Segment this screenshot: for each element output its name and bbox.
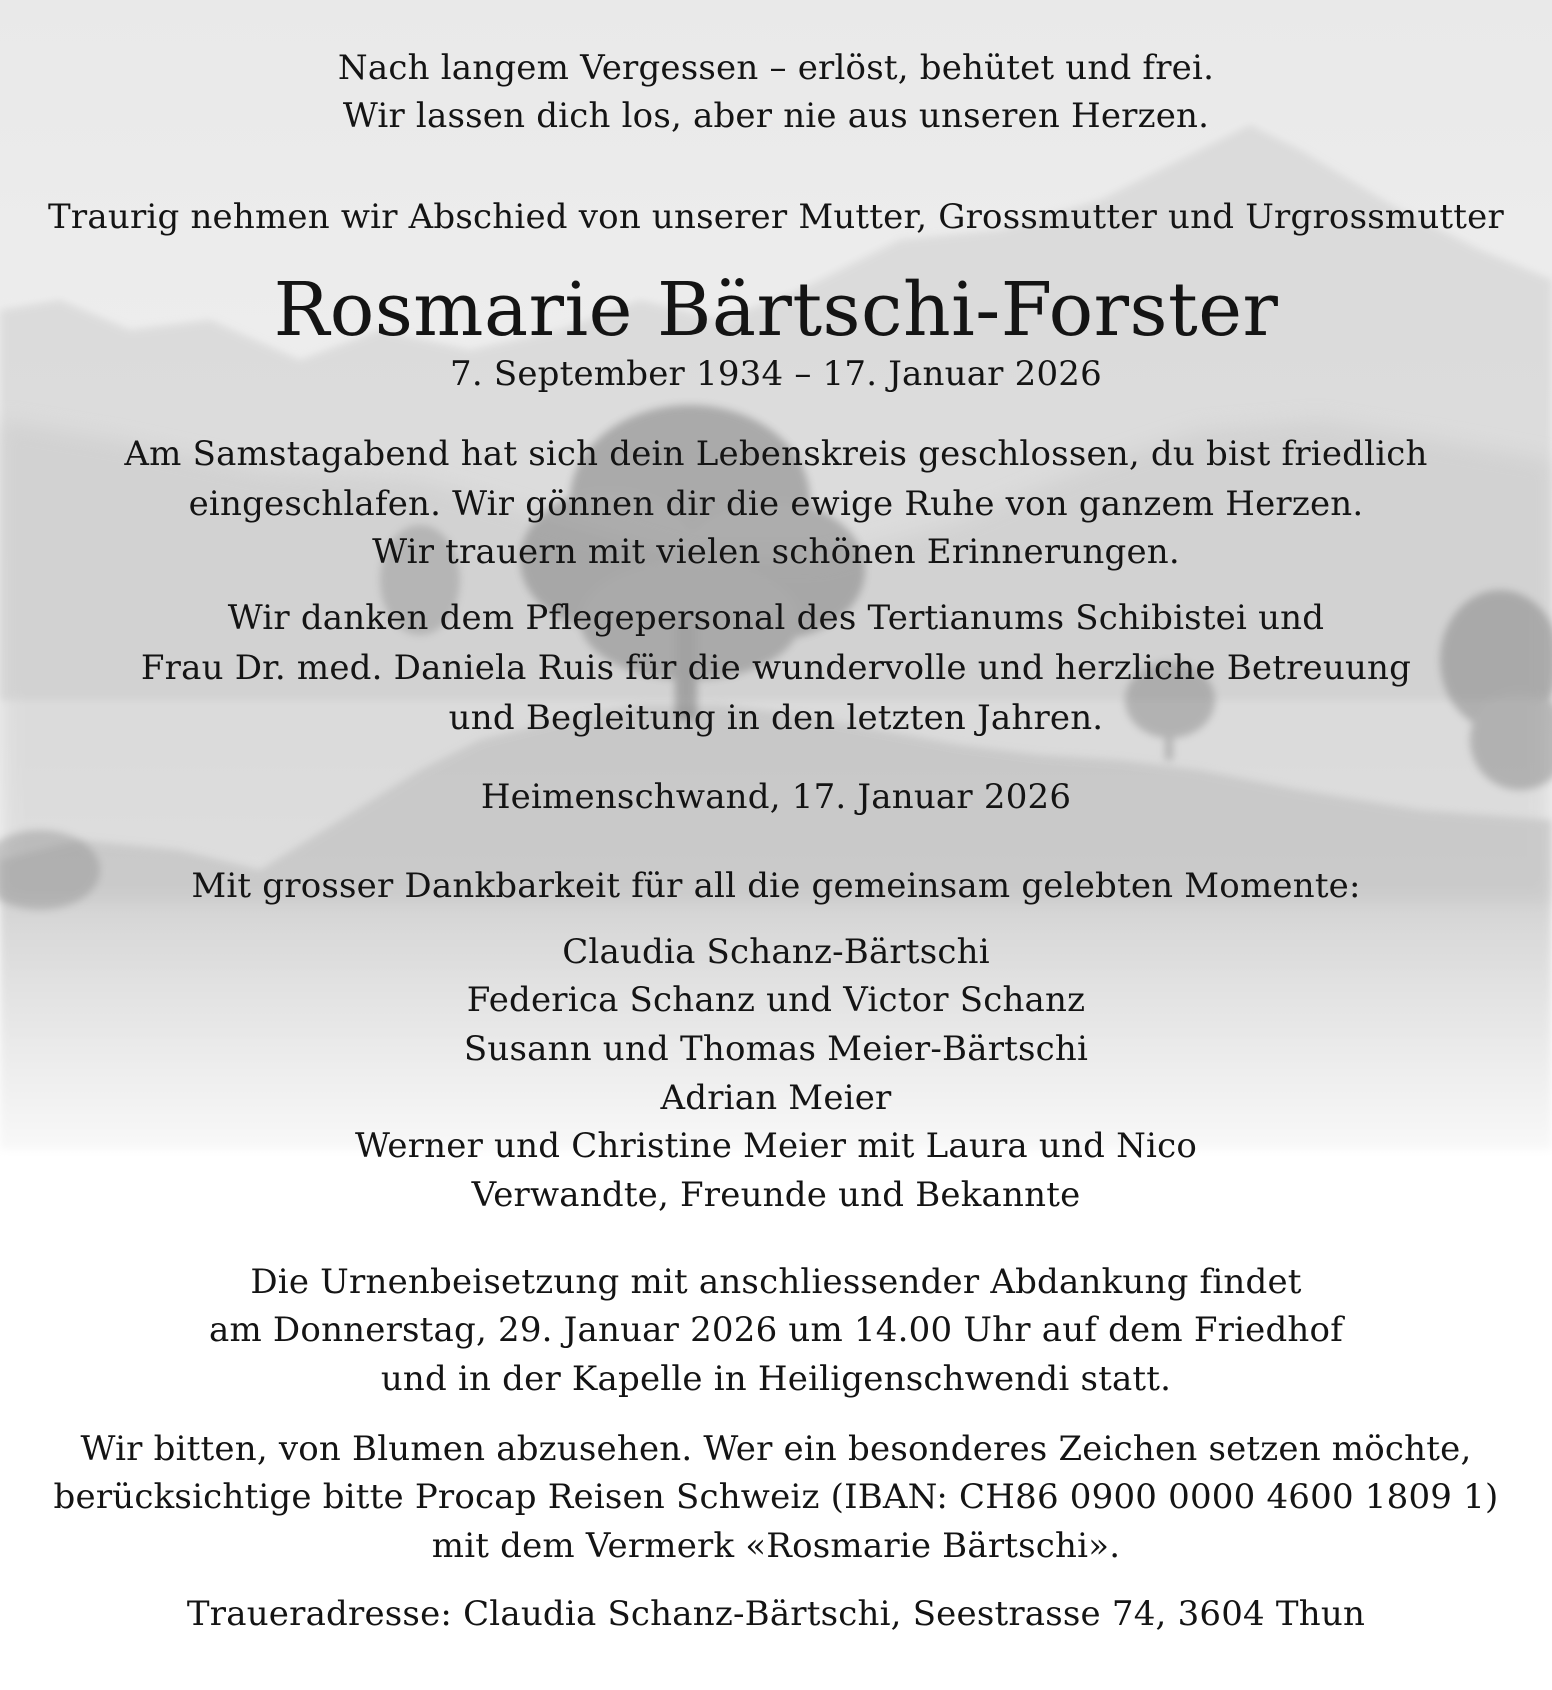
thanks-line-2: Frau Dr. med. Daniela Ruis für die wundervolle und herzliche Betreuung: [140, 648, 1412, 688]
donation-line-2: berücksichtige bitte Procap Reisen Schweiz (IBAN: CH86 0900 0000 4600 1809 1): [53, 1477, 1499, 1517]
gratitude-line: Mit grosser Dankbarkeit für all die gemeinsam gelebten Momente:: [191, 866, 1361, 906]
place-date: Heimenschwand, 17. Januar 2026: [480, 777, 1072, 817]
ceremony-line-3: und in der Kapelle in Heiligenschwendi statt.: [380, 1359, 1172, 1399]
thanks-line-1: Wir danken dem Pflegepersonal des Tertianums Schibistei und: [227, 598, 1325, 638]
tribute-line-3: Wir trauern mit vielen schönen Erinnerungen.: [372, 532, 1180, 572]
ceremony-line-1: Die Urnenbeisetzung mit anschliessender Abdankung findet: [250, 1262, 1302, 1302]
ceremony-line-2: am Donnerstag, 29. Januar 2026 um 14.00 Uhr auf dem Friedhof: [209, 1310, 1343, 1350]
intro-text: Traurig nehmen wir Abschied von unserer Mutter, Grossmutter und Urgrossmutter: [48, 197, 1504, 237]
donation-line-1: Wir bitten, von Blumen abzusehen. Wer ein besonderes Zeichen setzen möchte,: [80, 1429, 1472, 1469]
mourning-address: Traueradresse: Claudia Schanz-Bärtschi, Seestrasse 74, 3604 Thun: [186, 1594, 1366, 1634]
mourner-2: Federica Schanz und Victor Schanz: [466, 980, 1086, 1020]
tribute-line-1: Am Samstagabend hat sich dein Lebenskreis geschlossen, du bist friedlich: [124, 434, 1428, 474]
mourner-4: Adrian Meier: [660, 1078, 892, 1118]
mourner-5: Werner und Christine Meier mit Laura und Nico: [355, 1126, 1197, 1166]
motto-line-2: Wir lassen dich los, aber nie aus unseren Herzen.: [342, 96, 1210, 136]
motto-line-1: Nach langem Vergessen – erlöst, behütet und frei.: [337, 48, 1215, 88]
life-dates: 7. September 1934 – 17. Januar 2026: [450, 354, 1102, 394]
tribute-line-2: eingeschlafen. Wir gönnen dir die ewige Ruhe von ganzem Herzen.: [188, 484, 1364, 524]
deceased-name: Rosmarie Bärtschi-Forster: [273, 267, 1279, 353]
mourner-3: Susann und Thomas Meier-Bärtschi: [463, 1029, 1089, 1069]
mourner-6: Verwandte, Freunde und Bekannte: [471, 1175, 1081, 1215]
mourner-1: Claudia Schanz-Bärtschi: [562, 932, 990, 972]
thanks-line-3: und Begleitung in den letzten Jahren.: [448, 698, 1104, 738]
donation-line-3: mit dem Vermerk «Rosmarie Bärtschi».: [431, 1526, 1121, 1566]
